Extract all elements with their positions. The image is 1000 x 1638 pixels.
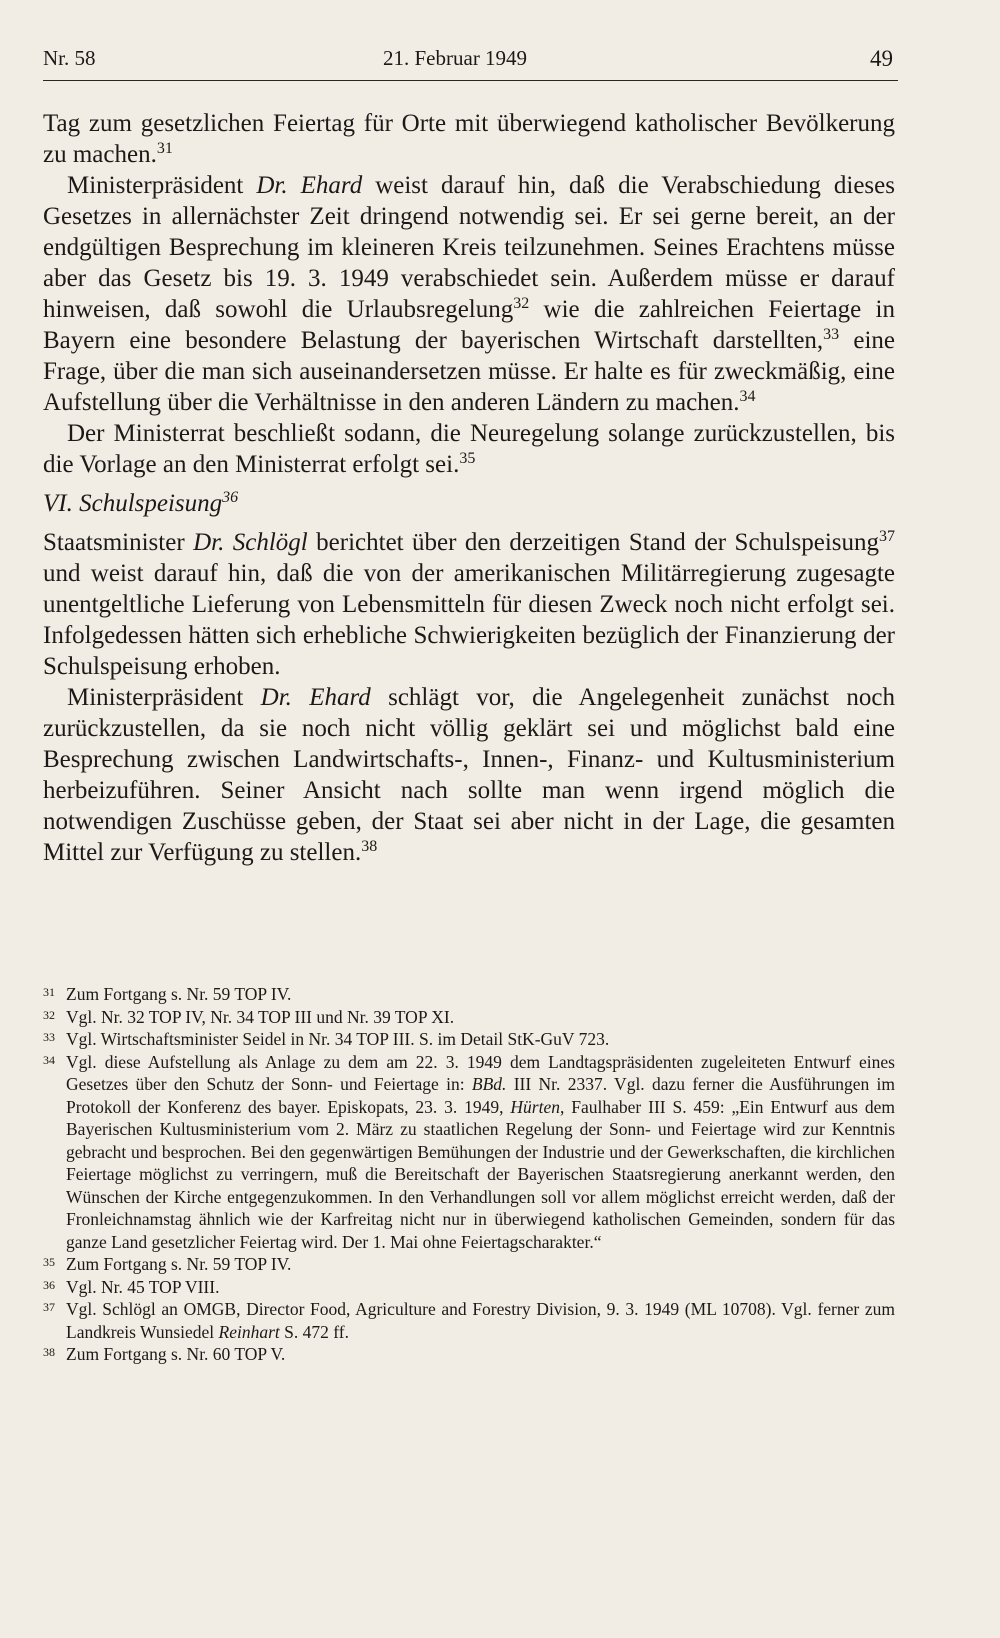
footnote: 38 Zum Fortgang s. Nr. 60 TOP V. [43, 1343, 895, 1366]
footnote: 34 Vgl. diese Aufstellung als Anlage zu dem am 22. 3. 1949 dem Landtagspräsidenten zugeleiteten Entwurf eines Gesetzes über den Schutz der Sonn- und Feiertage in: BBd. III Nr. 2337. Vgl. dazu ferner die Ausführungen im Protokoll der Konferenz des bayer. Episkopats, 23. 3. 1949, Hürten, Faulhaber III S. 459: „Ein Entwurf aus dem Bayerischen Kultusministerium vom 2. März zu staatlichen Regelung der Sonn- und Feiertage wird zur Kenntnis gebracht und besprochen. Bei den gegenwärtigen Bemühungen der Industrie und der Gewerkschaften, die kirchlichen Feiertage möglichst zu verringern, muß die Bereitschaft der Bayerischen Staatsregierung anerkannt werden, den Wünschen der Kirche entgegenzukommen. In den Verhandlungen soll vor allem möglichst erreicht werden, daß der Fronleichnamstag ähnlich wie der Karfreitag nicht nur in überwiegend katholischen Gemeinden, sondern für das ganze Land gesetzlicher Feiertag wird. Der 1. Mai ohne Feiertagscharakter.“ [43, 1051, 895, 1254]
page-number: 49 [870, 46, 893, 71]
footnote-number: 34 [43, 1052, 55, 1067]
document-number: Nr. 58 [43, 46, 96, 70]
footnote-ref: 38 [361, 838, 378, 855]
person-name: Dr. Ehard [256, 172, 363, 199]
paragraph: Tag zum gesetzlichen Feiertag für Orte mit überwiegend katholischer Bevölkerung zu machen.$^{31}$ [43, 110, 895, 168]
footnote-ref: 37 [879, 528, 895, 545]
footnote-ref: 31 [156, 140, 173, 157]
footnote-number: 35 [43, 1255, 55, 1269]
paragraph: Staatsminister Dr. Schlögl berichtet über den derzeitigen Stand der Schulspeisung$^{37}$ und weist darauf hin, daß die von der amerikanischen Militärregierung zugesagte unentgeltliche Lieferung von Lebensmitteln für diesen Zweck noch nicht erfolgt sei. Infolgedessen hätten sich erhebliche Schwierigkeiten bezüglich der Finanzierung der Schulspeisung erhoben. [43, 528, 895, 680]
paragraph: Ministerpräsident Dr. Ehard weist darauf hin, daß die Verabschiedung dieses Gesetzes in allernächster Zeit dringend notwendig sei. Er sei gerne bereit, an der endgültigen Besprechung im kleineren Kreis teilzunehmen. Seines Erachtens müsse aber das Gesetz bis 19. 3. 1949 verabschiedet sein. Außerdem müsse er darauf hinweisen, daß sowohl die Urlaubsregelung$^{32}$ wie die zahlreichen Feiertage in Bayern eine besondere Belastung der bayerischen Wirtschaft darstellten,$^{33}$ eine Frage, über die man sich auseinandersetzen müsse. Er halte es für zweckmäßig, eine Aufstellung über die Verhältnisse in den anderen Ländern zu machen.$^{34}$ [43, 172, 895, 416]
section-heading: VI. Schulspeisung$^{36}$ [43, 489, 239, 517]
footnote: 31 Zum Fortgang s. Nr. 59 TOP IV. [43, 983, 895, 1006]
paragraph: Der Ministerrat beschließt sodann, die Neuregelung solange zurückzustellen, bis die Vorlage an den Ministerrat erfolgt sei.$^{35}$ [43, 420, 895, 478]
footnote-ref: 36 [222, 489, 239, 506]
person-name: Dr. Ehard [260, 684, 371, 711]
footnote-number: 33 [43, 1030, 55, 1044]
footnotes [43, 983, 895, 1366]
footnote: 35 Zum Fortgang s. Nr. 59 TOP IV. [43, 1253, 895, 1276]
footnote-ref: 34 [739, 388, 756, 405]
footnote: 37 Vgl. Schlögl an OMGB, Director Food, Agriculture and Forestry Division, 9. 3. 1949 (ML 10708). Vgl. ferner zum Landkreis Wunsiedel Reinhart S. 472 ff. [43, 1298, 895, 1343]
footnote: 36 Vgl. Nr. 45 TOP VIII. [43, 1276, 895, 1299]
footnote-number: 37 [43, 1300, 55, 1314]
footnote: 32 Vgl. Nr. 32 TOP IV, Nr. 34 TOP III und Nr. 39 TOP XI. [43, 1006, 895, 1029]
main-text [43, 108, 895, 868]
footnote-number: 32 [43, 1007, 55, 1022]
footnote-number: 36 [43, 1277, 55, 1292]
footnote-ref: 32 [513, 295, 530, 312]
person-name: Dr. Schlögl [193, 529, 308, 556]
footnote: 33 Vgl. Wirtschaftsminister Seidel in Nr. 34 TOP III. S. im Detail StK-GuV 723. [43, 1028, 895, 1051]
footnote-ref: 35 [459, 450, 476, 467]
footnote-ref: 33 [823, 326, 840, 343]
footnote-number: 38 [43, 1345, 55, 1359]
header-date: 21. Februar 1949 [383, 46, 528, 70]
header-rule [43, 80, 898, 81]
footnote-number: 31 [43, 985, 55, 999]
paragraph: Ministerpräsident Dr. Ehard schlägt vor, die Angelegenheit zunächst noch zurückzustellen, da sie noch nicht völlig geklärt sei und möglichst bald eine Besprechung zwischen Landwirtschafts-, Innen-, Finanz- und Kultusministerium herbeizuführen. Seiner Ansicht nach sollte man wenn irgend möglich die notwendigen Zuschüsse geben, der Staat sei aber nicht in der Lage, die gesamten Mittel zur Verfügung zu stellen.$^{38}$ [43, 684, 895, 866]
